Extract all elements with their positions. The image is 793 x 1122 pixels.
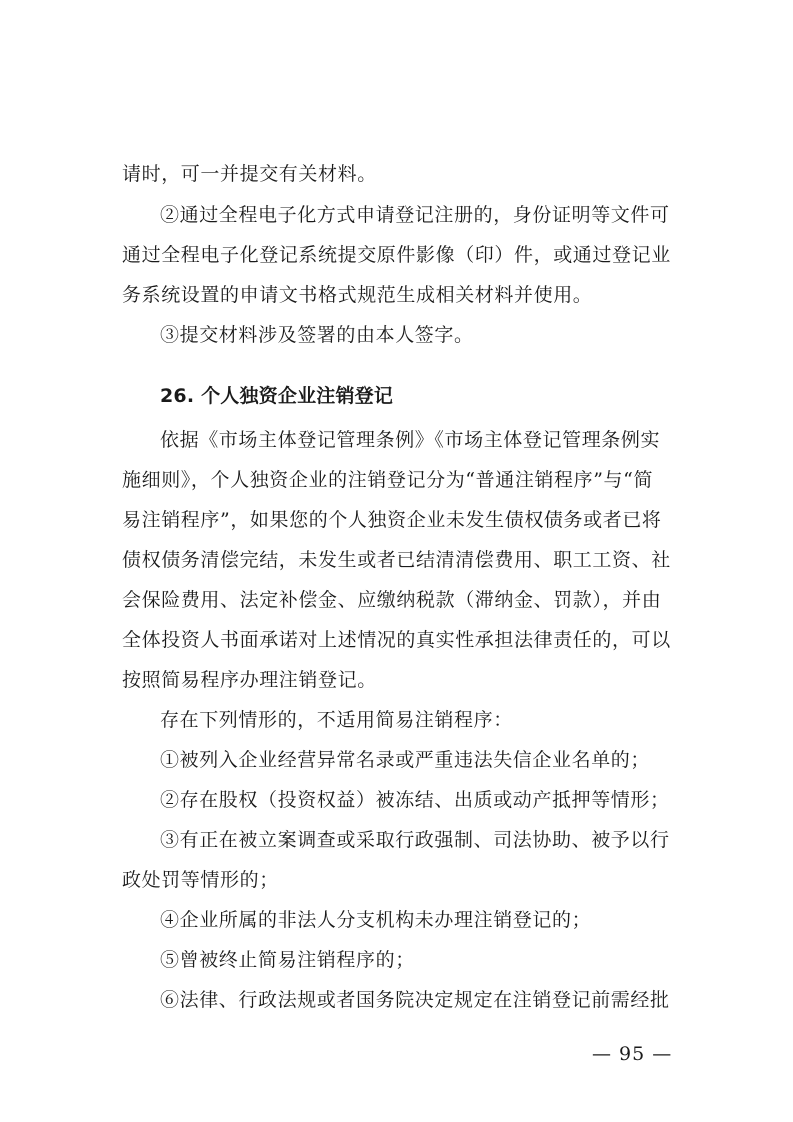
paragraph-line: 政处罚等情形的； (122, 869, 279, 891)
paragraph-line: 按照简易程序办理注销登记。 (122, 669, 377, 691)
list-item: ⑤曾被终止简易注销程序的； (160, 949, 415, 971)
paragraph-line: 易注销程序”，如果您的个人独资企业未发生债权债务或者已将 (122, 509, 662, 531)
paragraph-line: 请时，可一并提交有关材料。 (122, 163, 377, 185)
paragraph-line: 通过全程电子化登记系统提交原件影像（印）件，或通过登记业 (122, 244, 671, 266)
paragraph-line: 存在下列情形的，不适用简易注销程序： (160, 709, 513, 731)
list-item: ④企业所属的非法人分支机构未办理注销登记的； (160, 909, 592, 931)
list-item: ③有正在被立案调查或采取行政强制、司法协助、被予以行 (160, 829, 670, 851)
list-item: ⑥法律、行政法规或者国务院决定规定在注销登记前需经批 (160, 989, 670, 1011)
paragraph-line: ②通过全程电子化方式申请登记注册的，身份证明等文件可 (160, 204, 670, 226)
paragraph-line: 债权债务清偿完结，未发生或者已结清清偿费用、职工工资、社 (122, 549, 671, 571)
paragraph-line: 施细则》，个人独资企业的注销登记分为“普通注销程序”与“简 (122, 469, 654, 491)
paragraph-line: 全体投资人书面承诺对上述情况的真实性承担法律责任的，可以 (122, 629, 671, 651)
paragraph-line: 会保险费用、法定补偿金、应缴纳税款（滞纳金、罚款），并由 (122, 589, 662, 611)
paragraph-line: 依据《市场主体登记管理条例》《市场主体登记管理条例实 (160, 429, 661, 451)
paragraph-line: ③提交材料涉及签署的由本人签字。 (160, 324, 474, 346)
paragraph-line: 务系统设置的申请文书格式规范生成相关材料并使用。 (122, 284, 593, 306)
list-item: ②存在股权（投资权益）被冻结、出质或动产抵押等情形； (160, 789, 670, 811)
list-item: ①被列入企业经营异常名录或严重违法失信企业名单的； (160, 749, 651, 771)
section-heading: 26. 个人独资企业注销登记 (160, 385, 394, 407)
page-number: — 95 — (592, 1043, 673, 1065)
